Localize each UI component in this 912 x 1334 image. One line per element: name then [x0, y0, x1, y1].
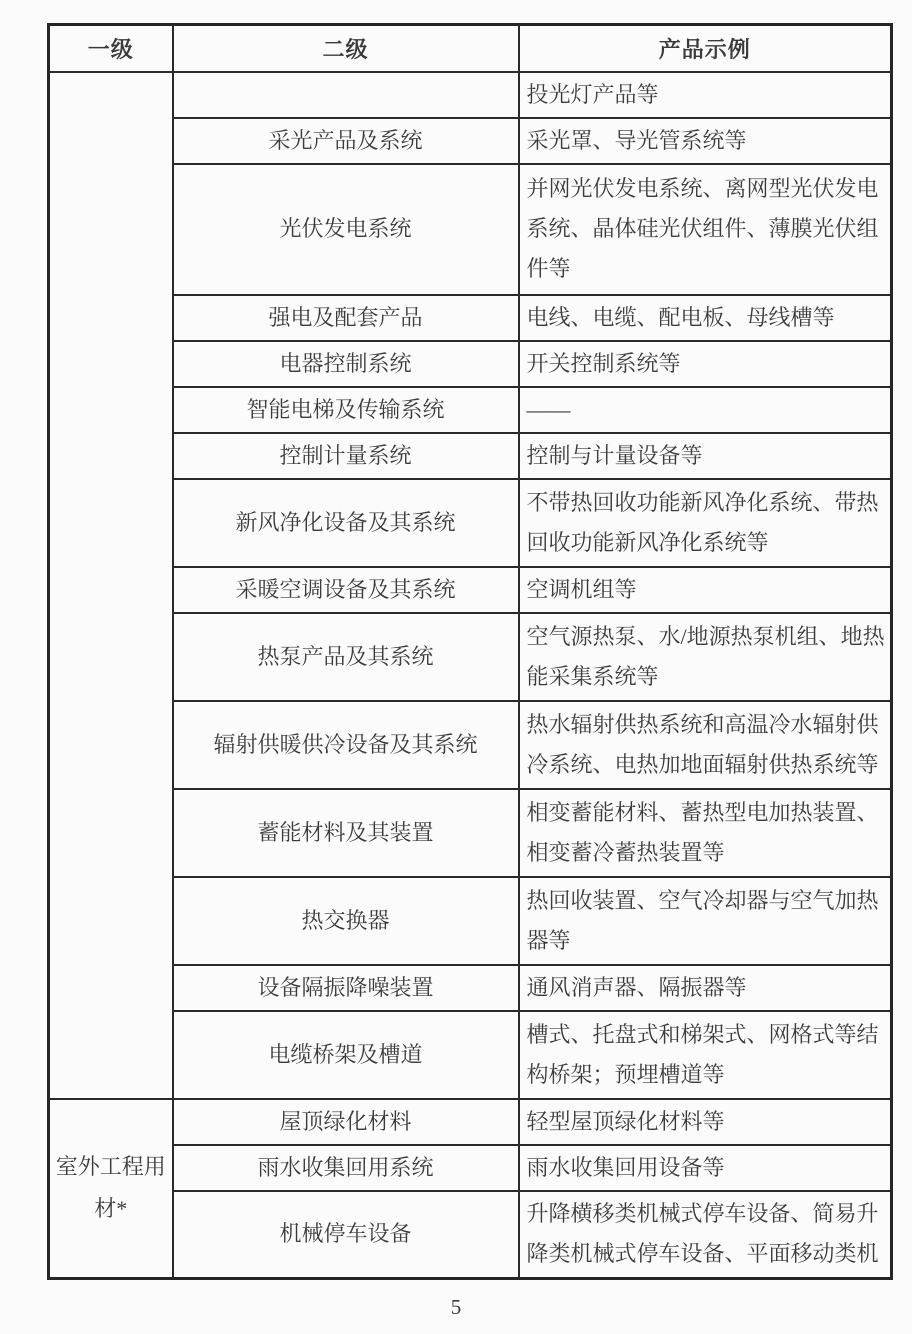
level2-cell: 辐射供暖供冷设备及其系统	[173, 701, 519, 789]
page-number: 5	[450, 1295, 462, 1319]
table-row	[49, 164, 892, 295]
example-cell: 雨水收集回用设备等	[519, 1145, 892, 1191]
example-cell: 热回收装置、空气冷却器与空气加热器等	[519, 877, 892, 965]
example-cell: 不带热回收功能新风净化系统、带热回收功能新风净化系统等	[519, 479, 892, 567]
example-cell: 升降横移类机械式停车设备、简易升降类机械式停车设备、平面移动类机	[519, 1191, 892, 1279]
level2-cell: 采光产品及系统	[173, 118, 519, 164]
level2-cell: 热交换器	[173, 877, 519, 965]
table-row	[49, 295, 892, 341]
example-cell: 采光罩、导光管系统等	[519, 118, 892, 164]
table-row	[49, 341, 892, 387]
level1-cell-empty	[49, 72, 173, 1099]
example-cell: 开关控制系统等	[519, 341, 892, 387]
table-row	[49, 479, 892, 567]
level2-cell: 电缆桥架及槽道	[173, 1011, 519, 1099]
table-row	[49, 118, 892, 164]
example-cell: 轻型屋顶绿化材料等	[519, 1099, 892, 1145]
col-header-level1: 一级	[49, 25, 173, 72]
example-cell: 通风消声器、隔振器等	[519, 965, 892, 1011]
example-cell: 电线、电缆、配电板、母线槽等	[519, 295, 892, 341]
table-row	[49, 877, 892, 965]
table-row	[49, 965, 892, 1011]
table-row	[49, 1145, 892, 1191]
level2-cell: 新风净化设备及其系统	[173, 479, 519, 567]
level2-cell: 控制计量系统	[173, 433, 519, 479]
level2-cell: 光伏发电系统	[173, 164, 519, 295]
level2-cell: 电器控制系统	[173, 341, 519, 387]
table-row	[49, 387, 892, 433]
level2-cell: 屋顶绿化材料	[173, 1099, 519, 1145]
level1-cell-outdoor: 室外工程用材*	[49, 1099, 173, 1279]
table-row	[49, 433, 892, 479]
level2-cell	[173, 72, 519, 118]
example-cell: 空调机组等	[519, 567, 892, 613]
table-row	[49, 1099, 892, 1145]
col-header-level2: 二级	[173, 25, 519, 72]
example-cell: ——	[519, 387, 892, 433]
example-cell: 槽式、托盘式和梯架式、网格式等结构桥架；预埋槽道等	[519, 1011, 892, 1099]
table-row	[49, 72, 892, 118]
table-row	[49, 789, 892, 877]
level2-cell: 蓄能材料及其装置	[173, 789, 519, 877]
example-cell: 热水辐射供热系统和高温冷水辐射供冷系统、电热加地面辐射供热系统等	[519, 701, 892, 789]
table-row	[49, 701, 892, 789]
header-row	[49, 25, 892, 72]
example-cell: 并网光伏发电系统、离网型光伏发电系统、晶体硅光伏组件、薄膜光伏组件等	[519, 164, 892, 295]
table-row	[49, 613, 892, 701]
table-row	[49, 1191, 892, 1279]
level2-cell: 设备隔振降噪装置	[173, 965, 519, 1011]
table-row	[49, 567, 892, 613]
level2-cell: 强电及配套产品	[173, 295, 519, 341]
level2-cell: 智能电梯及传输系统	[173, 387, 519, 433]
table-row	[49, 1011, 892, 1099]
classification-table	[47, 23, 893, 1280]
example-cell: 相变蓄能材料、蓄热型电加热装置、相变蓄冷蓄热装置等	[519, 789, 892, 877]
level2-cell: 热泵产品及其系统	[173, 613, 519, 701]
example-cell: 空气源热泵、水/地源热泵机组、地热能采集系统等	[519, 613, 892, 701]
example-cell: 投光灯产品等	[519, 72, 892, 118]
level2-cell: 雨水收集回用系统	[173, 1145, 519, 1191]
col-header-example: 产品示例	[519, 25, 892, 72]
level2-cell: 机械停车设备	[173, 1191, 519, 1279]
example-cell: 控制与计量设备等	[519, 433, 892, 479]
level2-cell: 采暖空调设备及其系统	[173, 567, 519, 613]
